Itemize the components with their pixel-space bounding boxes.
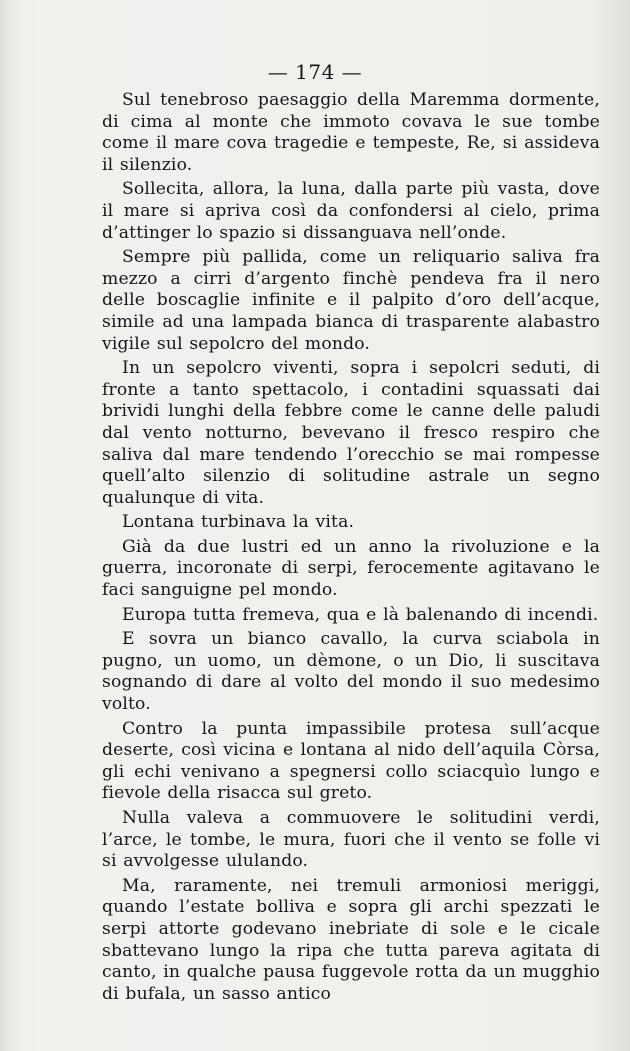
paragraph: Sempre più pallida, come un reliquario saliva fra mezzo a cirri d’argento finchè pendeva fra il nero delle boscaglie infinite e il palpito d’oro dell’acque, simile ad una lampada bianca di trasparente alabastro vigile sul sepolcro del mondo. xyxy=(102,247,600,354)
paragraph: Già da due lustri ed un anno la rivoluzione e la guerra, incoronate di serpi, ferocemente agitavano le faci sanguigne pel mondo. xyxy=(102,536,600,601)
paragraph: Lontana turbinava la vita. xyxy=(122,512,355,533)
paragraph: Europa tutta fremeva, qua e là balenando di incendi. xyxy=(122,604,599,625)
body-text xyxy=(102,90,600,1005)
paragraph: E sovra un bianco cavallo, la curva sciabola in pugno, un uomo, un dèmone, o un Dio, li suscitava sognando di dare al volto del mondo il suo medesimo volto. xyxy=(102,629,600,715)
paragraph: Contro la punta impassibile protesa sull’acque deserte, così vicina e lontana al nido dell’aquila Còrsa, gli echi venivano a spegnersi collo sciacquìo lungo e fievole della risacca sul greto. xyxy=(102,718,600,804)
paragraph: Sul tenebroso paesaggio della Maremma dormente, di cima al monte che immoto covava le sue tombe come il mare cova tragedie e tempeste, Re, si assideva il silenzio. xyxy=(102,90,600,175)
paragraph: Ma, raramente, nei tremuli armoniosi meriggi, quando l’estate bolliva e sopra gli archi spezzati le serpi attorte godevano inebriate di sole e le cicale sbattevano lungo la ripa che tutta pareva agitata di canto, in qualche pausa fuggevole rotta da un mugghio di bufala, un sasso antico xyxy=(102,875,600,1004)
paragraph: Sollecita, allora, la luna, dalla parte più vasta, dove il mare si apriva così da confondersi al cielo, prima d’attinger lo spazio si dissanguava nell’onde. xyxy=(102,179,600,243)
paragraph: Nulla valeva a commuovere le solitudini verdi, l’arce, le tombe, le mura, fuori che il vento se folle vi si avvolgesse ululando. xyxy=(102,808,600,872)
paragraph: In un sepolcro viventi, sopra i sepolcri seduti, di fronte a tanto spettacolo, i contadini squassati dai brividi lunghi della febbre come le canne delle paludi dal vento notturno, bevevano il fresco respiro che saliva dal mare tendendo l’orecchio se mai rompesse quell’alto silenzio di solitudine astrale un segno qualunque di vita. xyxy=(102,358,600,508)
page-number: — 174 — xyxy=(267,60,363,84)
